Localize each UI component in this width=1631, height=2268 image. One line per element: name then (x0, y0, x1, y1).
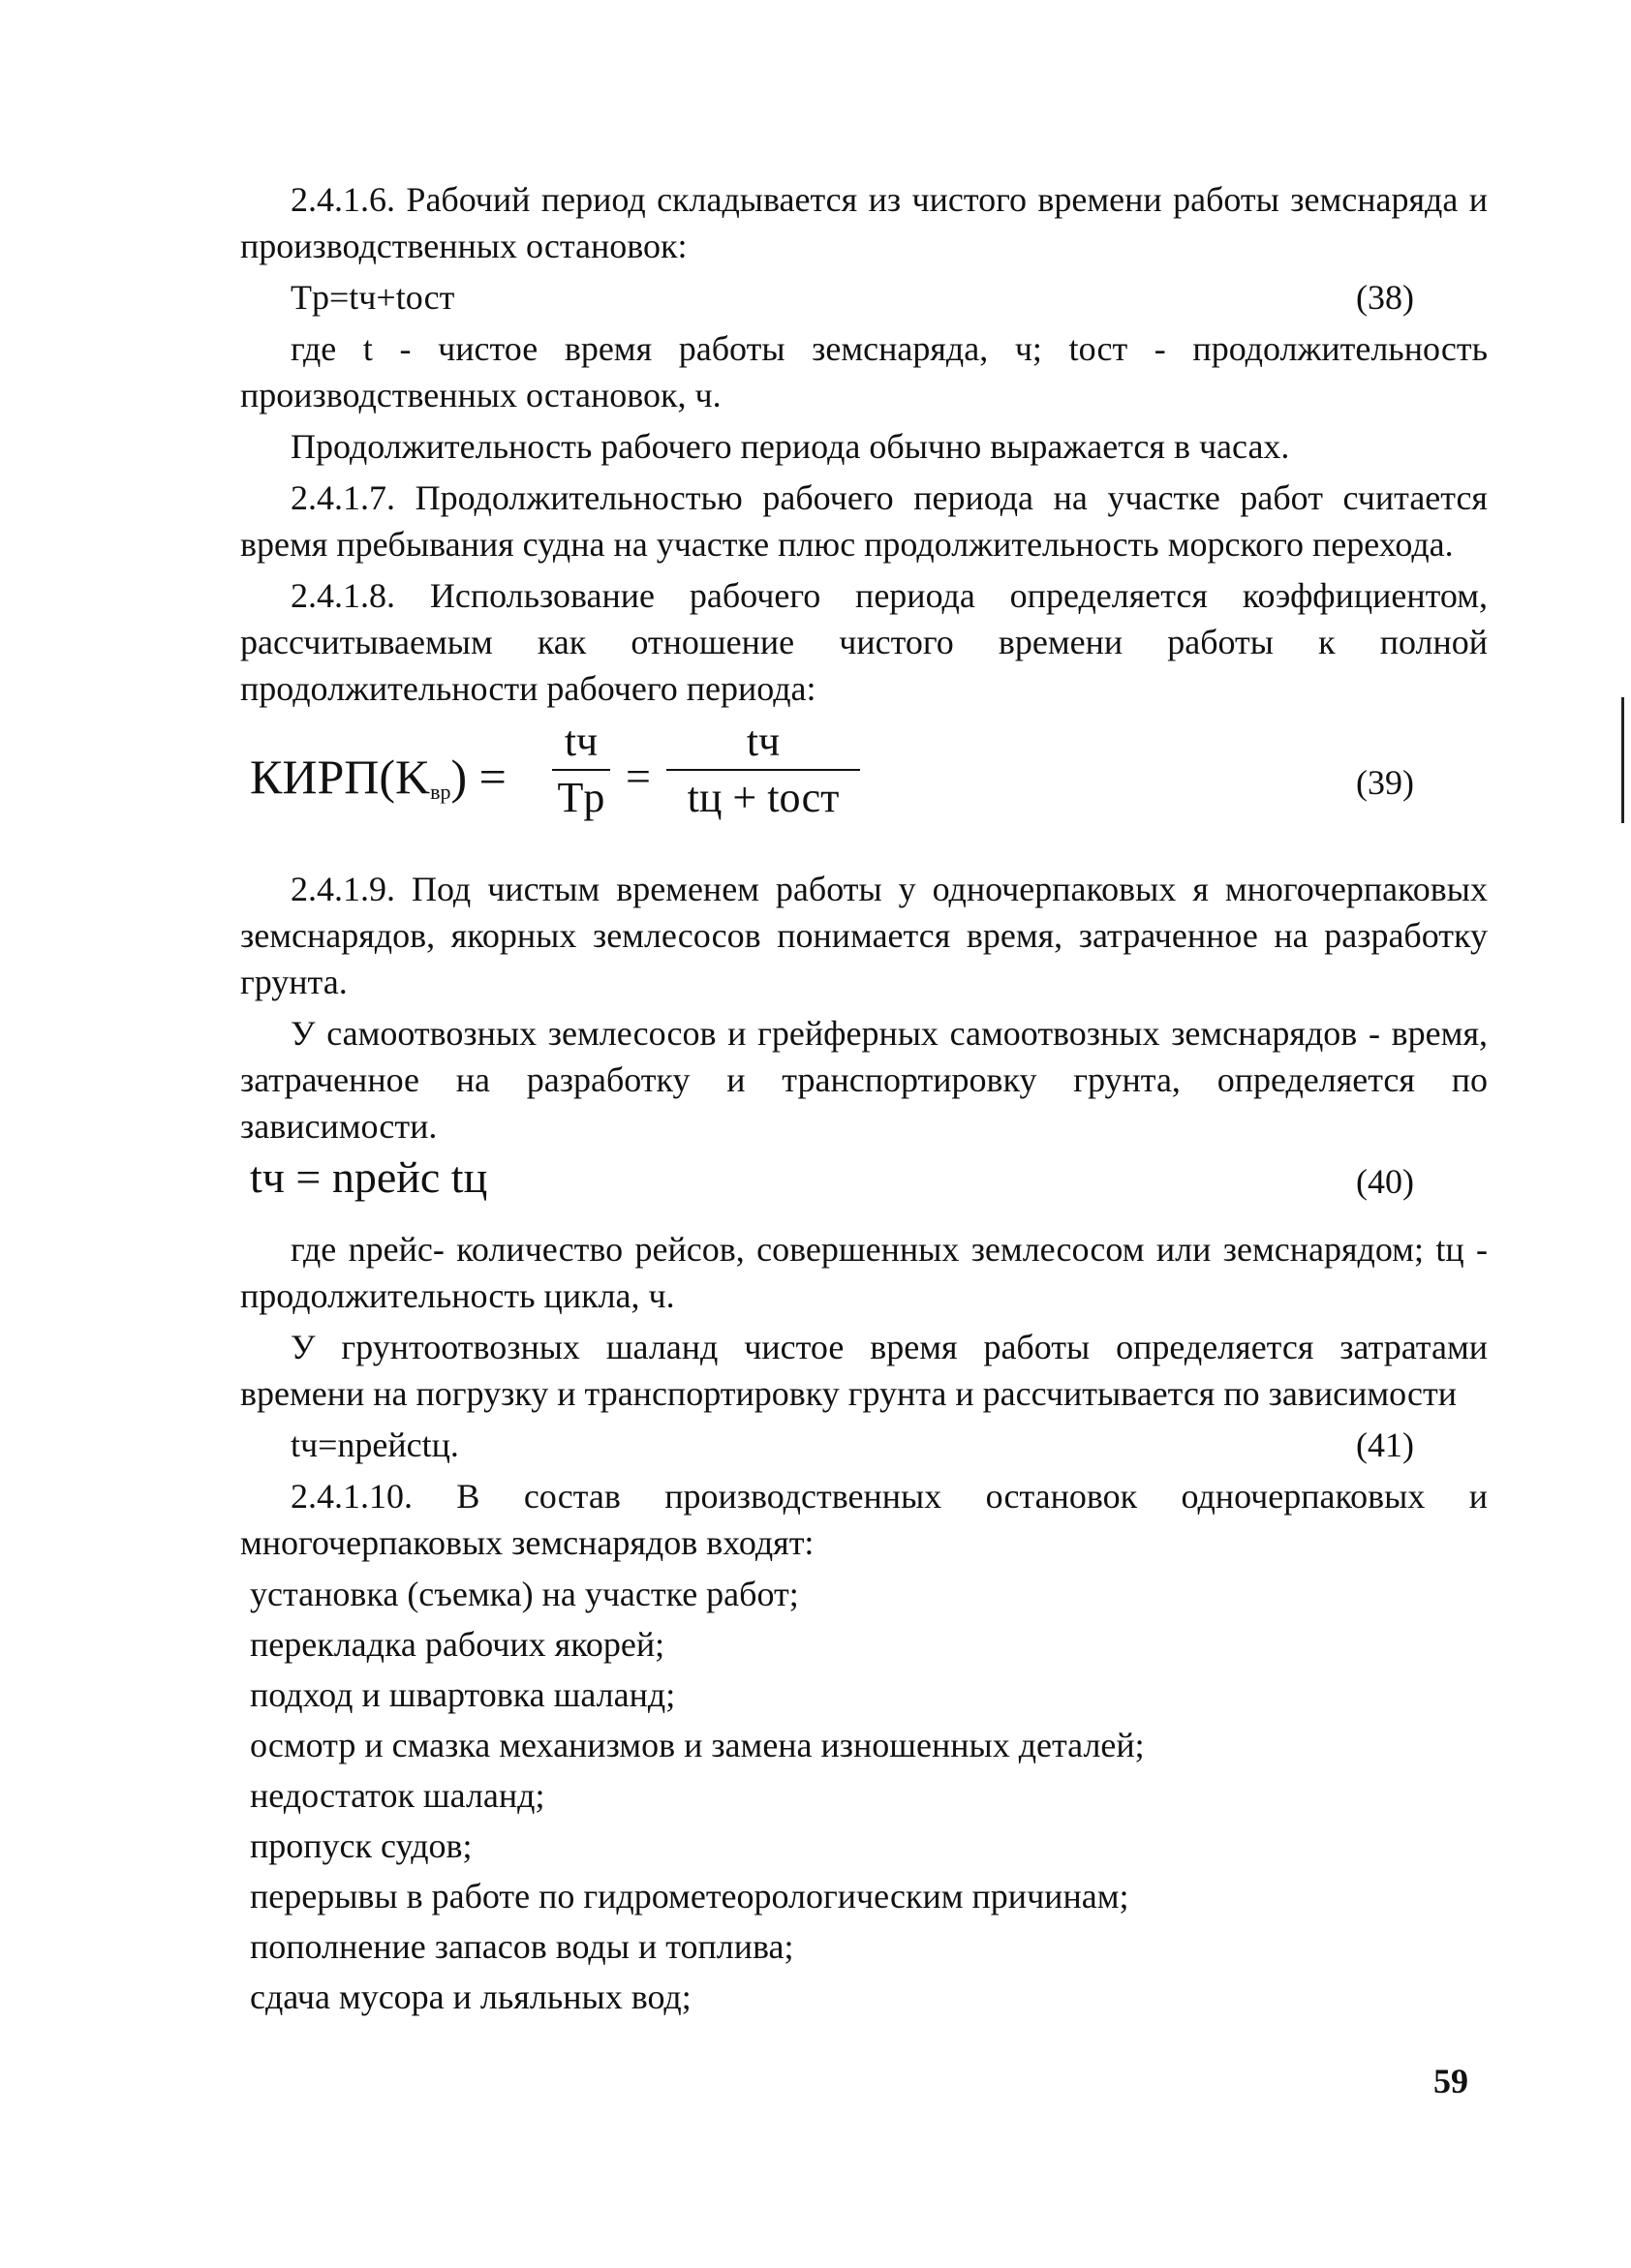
paragraph-2-4-1-9: 2.4.1.9. Под чистым временем работы у одночерпаковых я многочерпаковых земснарядов, якорных землесосов понимается время, затраченное на разработку грунта. (240, 870, 1488, 1001)
margin-scan-mark (1621, 697, 1624, 823)
list-item: пропуск судов; (250, 1826, 473, 1865)
paragraph-scows: У грунтоотвозных шаланд чистое время работы определяется затратами времени на погрузку и транспортировку грунта и рассчитывается по зависимости (240, 1328, 1488, 1413)
page-number: 59 (1433, 2062, 1468, 2100)
fraction-2-denominator: tц + tост (687, 774, 840, 821)
formula-39-lhs-close: ) = (450, 750, 507, 804)
paragraph-2-4-1-8: 2.4.1.8. Использование рабочего периода определяется коэффициентом, рассчитываемым как отношение чистого времени работы к полной продолжительности рабочего периода: (240, 576, 1488, 708)
list-item: подход и швартовка шаланд; (250, 1675, 676, 1714)
list-item: перерывы в работе по гидрометеорологическим причинам; (250, 1877, 1129, 1916)
stoppage-list (240, 1571, 1488, 2020)
formula-38-legend: где t - чистое время работы земснаряда, ч; tост - продолжительность производственных остановок, ч. (240, 329, 1488, 414)
formula-38 (240, 274, 1488, 321)
formula-41 (240, 1422, 1488, 1468)
formula-39-equals: = (626, 751, 651, 801)
list-item: установка (съемка) на участке работ; (250, 1575, 799, 1613)
formula-38-number: (38) (1356, 278, 1414, 317)
list-item: осмотр и смазка механизмов и замена изношенных деталей; (250, 1726, 1145, 1764)
fraction-2-bar (666, 769, 860, 771)
formula-41-number: (41) (1356, 1425, 1414, 1464)
formula-39-number: (39) (1356, 763, 1414, 802)
list-item: сдача мусора и льяльных вод; (250, 1977, 692, 2016)
formula-41-expression: tч=nрейсtц. (291, 1425, 459, 1464)
fraction-1-numerator: tч (564, 718, 599, 765)
paragraph-hours: Продолжительность рабочего периода обычно выражается в часах. (291, 427, 1290, 466)
list-item: перекладка рабочих якорей; (250, 1625, 665, 1664)
list-item: недостаток шаланд; (250, 1776, 545, 1815)
formula-39-fraction-1 (552, 717, 610, 823)
paragraph-2-4-1-7: 2.4.1.7. Продолжительностью рабочего периода на участке работ считается время пребывания судна на участке плюс продолжительность морского перехода. (240, 478, 1488, 564)
formula-39-lhs-name: КИРП(K (250, 750, 431, 804)
formula-40 (240, 1154, 1488, 1212)
formula-39-lhs (250, 750, 507, 804)
fraction-1-denominator: Tр (557, 774, 605, 821)
formula-38-expression: Tр=tч+tост (291, 278, 455, 317)
body-text (240, 176, 1488, 2024)
paragraph-2-4-1-6: 2.4.1.6. Рабочий период складывается из чистого времени работы земснаряда и производственных остановок: (240, 180, 1488, 265)
paragraph-self-unloading: У самоотвозных землесосов и грейферных самоотвозных земснарядов - время, затраченное на разработку и транспортировку грунта, определяется по зависимости. (240, 1014, 1488, 1146)
formula-39 (240, 717, 1488, 852)
paragraph-2-4-1-10: 2.4.1.10. В состав производственных остановок одночерпаковых и многочерпаковых земснарядов входят: (240, 1477, 1488, 1562)
formula-40-legend: где nрейс- количество рейсов, совершенных землесосом или земснарядом; tц - продолжительность цикла, ч. (240, 1230, 1488, 1315)
fraction-2-numerator: tч (746, 718, 781, 765)
formula-40-number: (40) (1356, 1162, 1414, 1201)
list-item: пополнение запасов воды и топлива; (250, 1927, 794, 1966)
formula-39-fraction-2 (666, 717, 860, 823)
fraction-1-bar (552, 769, 610, 771)
formula-39-lhs-subscript: вр (430, 780, 451, 804)
formula-40-expression: tч = nрейс tц (250, 1152, 488, 1202)
